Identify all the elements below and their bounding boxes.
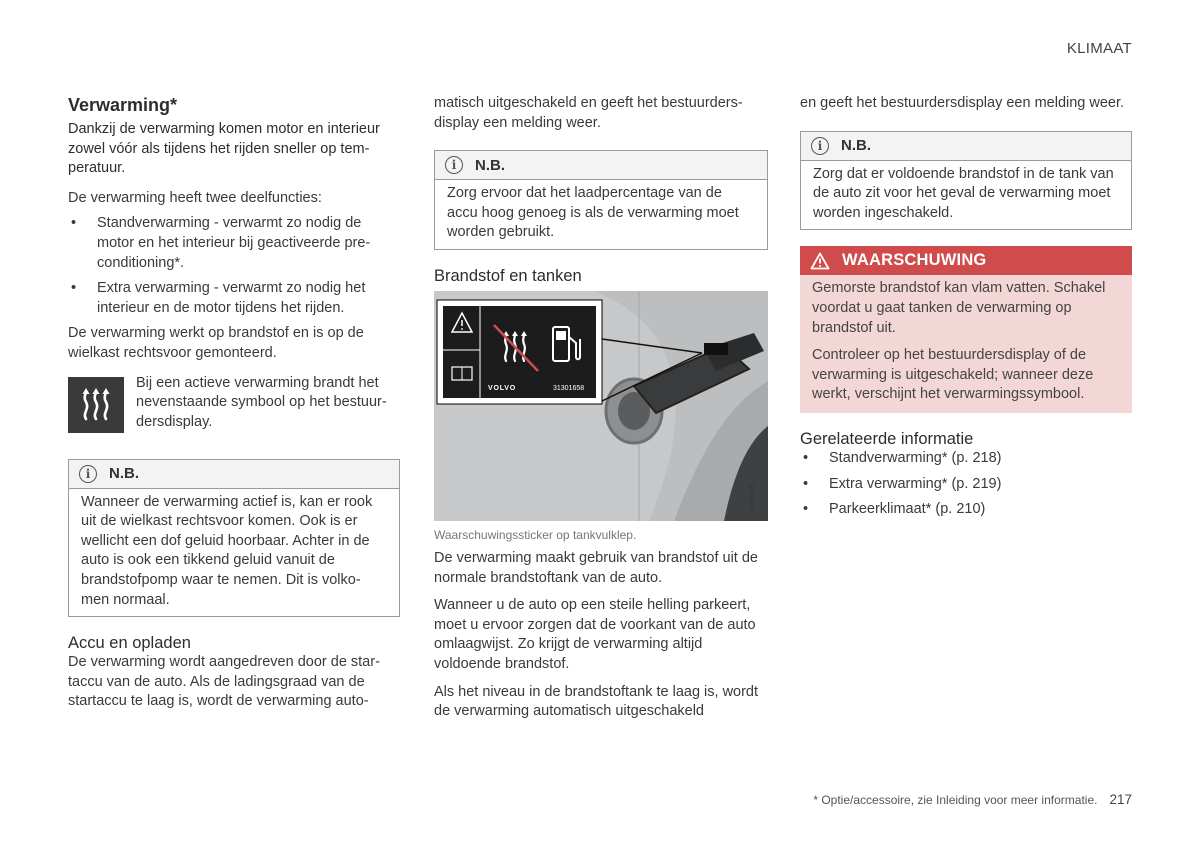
accu-paragraph: De verwarming wordt aangedreven door de star-taccu van de auto. Als de ladingsgraad van de startaccu te laag is, wordt de verwarming auto-	[68, 654, 380, 710]
page-title: Verwarming*	[68, 95, 178, 115]
list-item: • Standverwarming - verwarmt zo nodig de motor en het interieur bij geactiveerde pre-conditioning*.	[71, 215, 371, 271]
continued-paragraph: en geeft het bestuurdersdisplay een melding weer.	[800, 95, 1125, 111]
note-box	[434, 150, 768, 250]
note-body	[801, 161, 1131, 230]
note-body	[69, 489, 399, 617]
intro-paragraph: Dankzij de verwarming komen motor en interieur zowel vóór als tijdens het rijden sneller op tem-peratuur.	[68, 121, 380, 177]
info-icon: i	[79, 465, 97, 483]
related-list	[800, 449, 1132, 520]
symbol-paragraph: Bij een actieve verwarming brandt het nevenstaande symbool op het bestuur-dersdisplay.	[136, 374, 387, 430]
sticker-code: 31301658	[553, 384, 585, 392]
warning-box	[800, 246, 1132, 413]
related-link[interactable]: • Standverwarming* (p. 218)	[803, 449, 1002, 466]
continued-paragraph: matisch uitgeschakeld en geeft het bestuurders-display een melding weer.	[434, 95, 743, 131]
column-3	[800, 94, 1132, 526]
warning-text-1: Gemorste brandstof kan vlam vatten. Schakel voordat u gaat tanken de verwarming op brandstof uit.	[812, 280, 1106, 336]
heater-symbol-icon	[68, 377, 124, 433]
note-title: N.B.	[841, 137, 871, 155]
fuel-flap-illustration	[434, 291, 768, 521]
column-1	[68, 94, 400, 712]
note-box	[800, 131, 1132, 231]
note-text: Zorg ervoor dat het laadpercentage van de accu hoog genoeg is als de verwarming moet worden gebruikt.	[447, 185, 739, 241]
page-number: 217	[1109, 792, 1132, 807]
note-body	[435, 180, 767, 249]
note-text: Wanneer de verwarming actief is, kan er rook uit de wielkast rechtsvoor komen. Ook is er wellicht een dof geluid hoorbaar. Achter in de auto is ook een tikkend geluid vanuit de brandstofpomp waar te nemen. Dit is volko-men normaal.	[81, 493, 373, 608]
note-header	[801, 132, 1131, 161]
fuel-flap-figure	[434, 291, 768, 521]
related-link[interactable]: • Extra verwarming* (p. 219)	[803, 475, 1002, 492]
related-link[interactable]: • Parkeerklimaat* (p. 210)	[803, 501, 986, 518]
info-icon: i	[811, 137, 829, 155]
fuel-paragraph-1: De verwarming maakt gebruik van brandstof uit de normale brandstoftank van de auto.	[434, 549, 758, 586]
warning-title: WAARSCHUWING	[842, 251, 987, 270]
subfunctions-list	[68, 214, 400, 318]
footnote: * Optie/accessoire, zie Inleiding voor meer informatie.	[813, 793, 1098, 807]
list-item: • Extra verwarming - verwarmt zo nodig het interieur en de motor tijdens het rijden.	[71, 280, 366, 316]
symbol-row	[68, 374, 400, 433]
fuel-paragraph-2: Wanneer u de auto op een steile helling parkeert, moet u ervoor zorgen dat de voorkant van de auto omlaagwijst. Zo krijgt de verwarming altijd voldoende brandstof.	[434, 597, 756, 672]
section-label: KLIMAAT	[1066, 40, 1132, 57]
image-id: G052919	[749, 484, 756, 511]
note-title: N.B.	[109, 465, 139, 483]
note-text: Zorg dat er voldoende brandstof in de tank van de auto zit voor het geval de verwarming moet worden ingeschakeld.	[813, 165, 1114, 221]
subfunctions-paragraph: De verwarming heeft twee deelfuncties:	[68, 189, 322, 206]
note-header	[69, 460, 399, 489]
info-icon: i	[445, 156, 463, 174]
related-heading: Gerelateerde informatie	[800, 429, 974, 448]
accu-heading: Accu en opladen	[68, 634, 191, 653]
note-title: N.B.	[475, 156, 505, 174]
warning-text-2: Controleer op het bestuurdersdisplay of de verwarming is uitgeschakeld; wanneer deze werkt, verschijnt het verwarmingssymbool.	[812, 347, 1094, 403]
sticker-brand: VOLVO	[488, 384, 516, 392]
note-header	[435, 151, 767, 180]
warning-body	[800, 275, 1132, 413]
column-2	[434, 94, 768, 722]
fuel-heading: Brandstof en tanken	[434, 266, 582, 285]
note-box	[68, 459, 400, 618]
fuel-paragraph: De verwarming werkt op brandstof en is op de wielkast rechtsvoor gemonteerd.	[68, 325, 364, 361]
warning-triangle-icon	[810, 252, 830, 270]
figure-caption: Waarschuwingssticker op tankvulklep.	[434, 527, 637, 542]
footer	[813, 792, 1132, 807]
warning-header	[800, 246, 1132, 275]
fuel-paragraph-3: Als het niveau in de brandstoftank te laag is, wordt de verwarming automatisch uitgeschakeld	[434, 683, 759, 720]
